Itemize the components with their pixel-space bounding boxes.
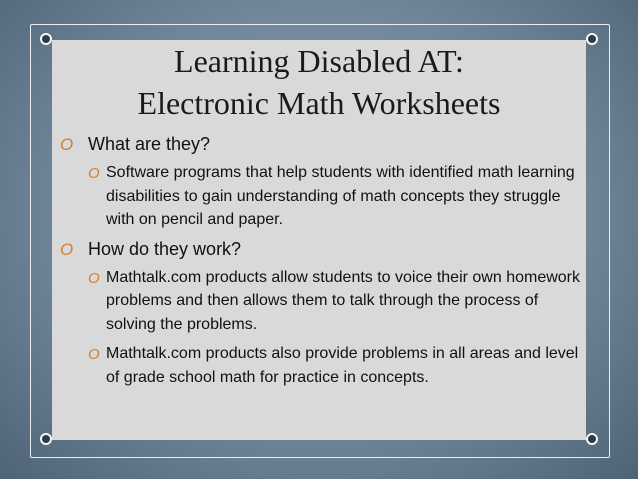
sub-bullet-text: Mathtalk.com products allow students to voice their own homework problems and then allows them to talk through the process of solving the problems. — [106, 268, 580, 333]
sub-bullet-item — [60, 161, 580, 232]
title-line-1: Learning Disabled AT: — [174, 43, 464, 79]
bullet-list — [60, 133, 580, 391]
bullet-icon: O — [88, 165, 100, 182]
corner-rivet-icon — [40, 33, 52, 45]
bullet-text: How do they work? — [88, 238, 242, 259]
bullet-icon: O — [60, 135, 74, 154]
sub-bullet-item — [60, 266, 580, 337]
slide-title — [52, 40, 586, 124]
sub-bullet-text: Mathtalk.com products also provide problems in all areas and level of grade school math for practice in concepts. — [106, 345, 579, 386]
sub-bullet-item — [60, 342, 580, 389]
bullet-item — [60, 133, 580, 155]
corner-rivet-icon — [586, 433, 598, 445]
bullet-text: What are they? — [88, 134, 211, 154]
bullet-icon: O — [88, 269, 100, 287]
corner-rivet-icon — [586, 33, 598, 45]
sub-bullet-text: Software programs that help students with identified math learning disabilities to gain understanding of math concepts they struggle with on pencil and paper. — [106, 164, 575, 228]
bullet-icon: O — [88, 346, 100, 363]
bullet-icon: O — [60, 239, 74, 259]
corner-rivet-icon — [40, 433, 52, 445]
bullet-item — [60, 238, 580, 260]
title-line-2: Electronic Math Worksheets — [137, 85, 501, 121]
